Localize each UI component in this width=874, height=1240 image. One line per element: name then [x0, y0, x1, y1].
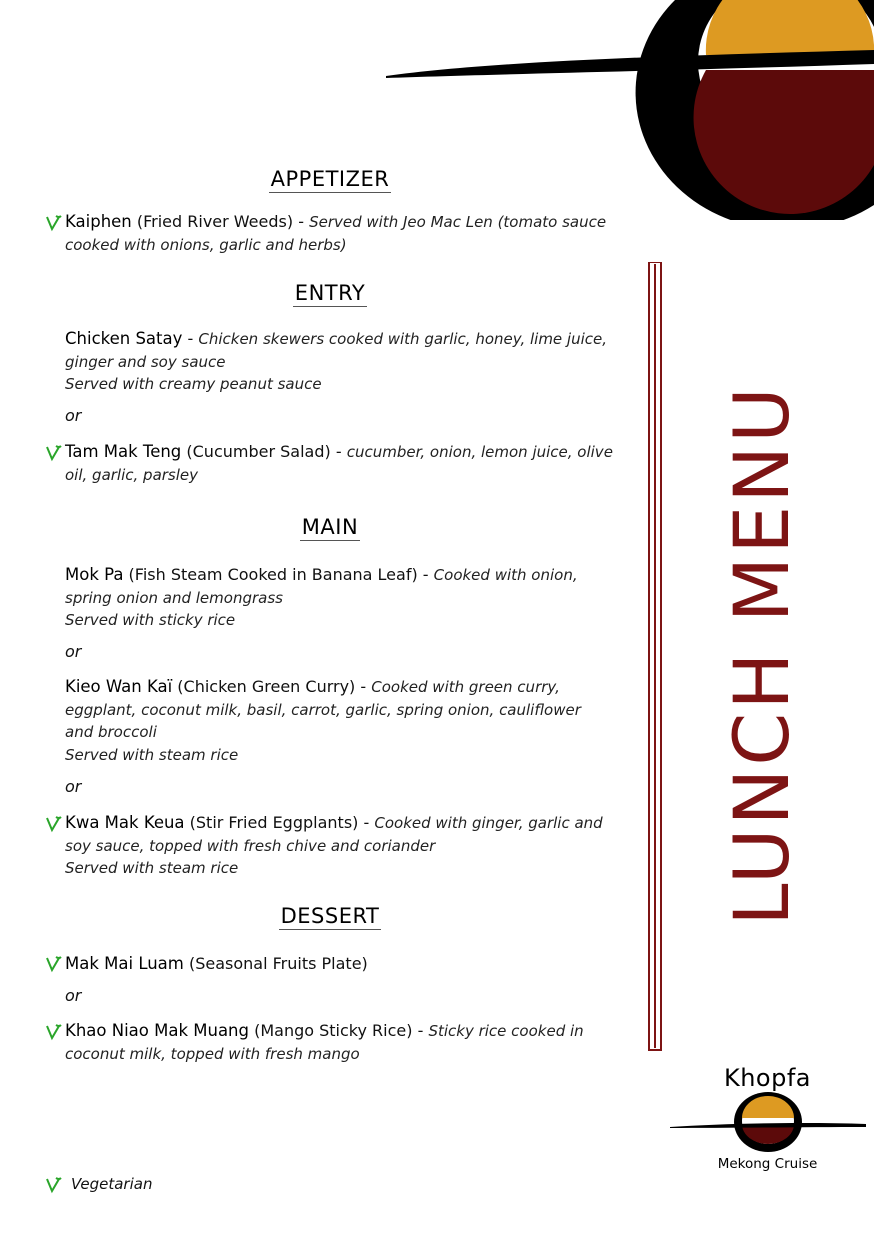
- menu-item-kwa-mak-keua: Kwa Mak Keua (Stir Fried Eggplants) - Cooked with ginger, garlic and soy sauce, topped with fresh chive and coriander Served with steam rice: [65, 813, 603, 877]
- or-label: or: [65, 777, 82, 796]
- vegetarian-icon: [44, 444, 62, 462]
- menu-item-mak-mai-luam: Mak Mai Luam (Seasonal Fruits Plate): [65, 954, 368, 973]
- logo-name: Khopfa: [723, 1064, 812, 1092]
- vegetarian-legend-icon: [44, 1176, 62, 1194]
- section-appetizer-title: APPETIZER: [270, 167, 390, 191]
- logo-subtitle: Mekong Cruise: [717, 1156, 818, 1172]
- logo-icon: [668, 1090, 868, 1154]
- menu-item-khao-niao-mak-muang: Khao Niao Mak Muang (Mango Sticky Rice) - Sticky rice cooked in coconut milk, topped with fresh mango: [65, 1021, 584, 1063]
- section-entry-title: ENTRY: [294, 281, 366, 305]
- menu-item-mok-pa: Mok Pa (Fish Steam Cooked in Banana Leaf) - Cooked with onion, spring onion and lemongrass Served with sticky rice: [65, 565, 578, 629]
- vegetarian-icon: [44, 815, 62, 833]
- page-title: LUNCH MENU: [717, 384, 806, 926]
- section-main-title: MAIN: [301, 515, 359, 539]
- or-label: or: [65, 406, 82, 425]
- or-label: or: [65, 642, 82, 661]
- vegetarian-icon: [44, 955, 62, 973]
- vertical-divider: [648, 262, 664, 1052]
- menu-item-kaiphen: Kaiphen (Fried River Weeds) - Served with Jeo Mac Len (tomato sauce cooked with onions, garlic and herbs): [65, 212, 607, 254]
- menu-item-chicken-satay: Chicken Satay - Chicken skewers cooked with garlic, honey, lime juice, ginger and soy sauce Served with creamy peanut sauce: [65, 329, 608, 393]
- or-label: or: [65, 986, 82, 1005]
- vegetarian-icon: [44, 1023, 62, 1041]
- vegetarian-legend-label: Vegetarian: [71, 1175, 153, 1193]
- vegetarian-icon: [44, 214, 62, 232]
- menu-item-kieo-wan-kai: Kieo Wan Kaï (Chicken Green Curry) - Cooked with green curry, eggplant, coconut milk, basil, carrot, garlic, spring onion, cauliflower and broccoli Served with steam rice: [65, 677, 581, 764]
- menu-item-tam-mak-teng: Tam Mak Teng (Cucumber Salad) - cucumber, onion, lemon juice, olive oil, garlic, parsley: [65, 442, 613, 484]
- section-dessert-title: DESSERT: [280, 904, 380, 928]
